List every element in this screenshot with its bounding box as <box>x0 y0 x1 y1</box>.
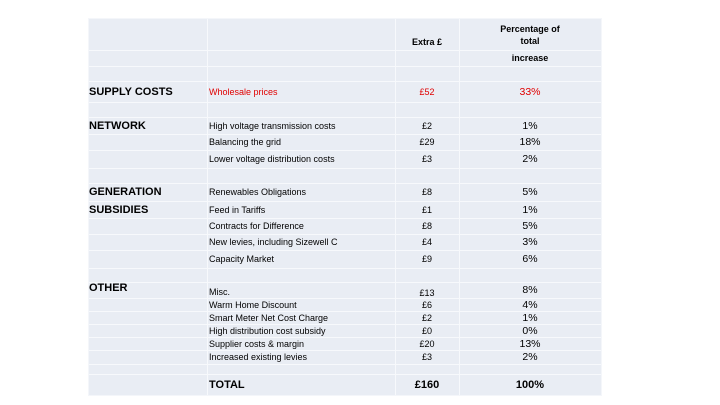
row-pct-existing: 2% <box>522 351 538 363</box>
row-extra-balancing: £29 <box>419 137 435 147</box>
row-extra-highdist: £0 <box>421 325 432 336</box>
row-extra-existing: £3 <box>421 352 432 362</box>
table-row <box>89 201 601 219</box>
spacer-row <box>89 268 601 283</box>
row-item-lv: Lower voltage distribution costs <box>209 154 335 164</box>
table-row <box>89 234 601 251</box>
cost-breakdown-table <box>88 18 602 396</box>
row-item-cfd: Contracts for Difference <box>209 221 304 231</box>
row-extra-misc: £13 <box>419 288 435 298</box>
extra-column-header: Extra £ <box>411 36 443 47</box>
table-row <box>89 183 601 202</box>
row-item-misc: Misc. <box>209 287 230 297</box>
row-item-renewables: Renewables Obligations <box>209 187 307 197</box>
row-item-highdist: High distribution cost subsidy <box>209 325 326 336</box>
row-item-levies: New levies, including Sizewell C <box>209 237 338 247</box>
row-item-warm: Warm Home Discount <box>209 299 297 310</box>
table-row <box>89 218 601 235</box>
row-pct-balancing: 18% <box>519 136 541 148</box>
row-pct-levies: 3% <box>522 236 538 248</box>
section-generation: GENERATION <box>89 186 162 198</box>
row-extra-hv: £2 <box>421 120 432 131</box>
row-extra-levies: £4 <box>421 237 432 247</box>
row-pct-lv: 2% <box>522 153 538 165</box>
total-row <box>89 374 601 395</box>
row-extra-fit: £1 <box>421 204 432 215</box>
row-pct-fit: 1% <box>522 203 538 216</box>
row-pct-cfd: 5% <box>522 220 538 232</box>
section-network: NETWORK <box>89 119 146 132</box>
row-extra-wholesale: £52 <box>419 86 435 97</box>
pct-header-line1: Percentage of <box>500 23 560 34</box>
section-subsidies: SUBSIDIES <box>89 203 149 216</box>
row-pct-capacity: 6% <box>522 253 538 265</box>
table-row <box>89 81 601 103</box>
row-pct-wholesale: 33% <box>519 85 541 98</box>
table-row <box>89 282 601 299</box>
row-extra-capacity: £9 <box>421 254 432 264</box>
total-label: TOTAL <box>209 378 245 391</box>
spacer-row <box>89 168 601 184</box>
row-item-wholesale: Wholesale prices <box>209 86 278 97</box>
spacer-row <box>89 102 601 118</box>
row-extra-smart: £2 <box>421 312 432 323</box>
section-supply-costs: SUPPLY COSTS <box>89 85 173 98</box>
table-row <box>89 134 601 151</box>
table-row <box>89 324 601 338</box>
table-row <box>89 350 601 365</box>
row-item-supplier: Supplier costs & margin <box>209 338 305 349</box>
row-item-fit: Feed in Tariffs <box>209 204 266 215</box>
percentage-column-header <box>459 19 601 50</box>
row-pct-supplier: 13% <box>519 337 541 350</box>
row-item-existing: Increased existing levies <box>209 352 308 362</box>
row-extra-lv: £3 <box>421 154 432 164</box>
row-pct-smart: 1% <box>522 311 538 324</box>
row-pct-hv: 1% <box>522 119 538 132</box>
table-row <box>89 311 601 325</box>
pct-header-line3: increase <box>511 53 549 63</box>
table-row <box>89 337 601 351</box>
row-item-balancing: Balancing the grid <box>209 137 282 147</box>
table-row <box>89 150 601 169</box>
row-item-capacity: Capacity Market <box>209 254 275 264</box>
row-pct-warm: 4% <box>522 298 538 311</box>
table-row <box>89 298 601 312</box>
header-row <box>89 19 601 51</box>
row-pct-misc: 8% <box>522 284 538 296</box>
header-row-2 <box>89 50 601 67</box>
table-row <box>89 117 601 135</box>
row-extra-warm: £6 <box>421 299 432 310</box>
spacer-row <box>89 66 601 82</box>
table-row <box>89 250 601 269</box>
total-pct: 100% <box>515 378 545 391</box>
row-extra-cfd: £8 <box>421 221 432 231</box>
pct-header-line2: total <box>520 35 540 46</box>
row-pct-renewables: 5% <box>522 186 538 198</box>
section-other: OTHER <box>89 282 128 294</box>
row-item-hv: High voltage transmission costs <box>209 120 336 131</box>
row-extra-supplier: £20 <box>419 338 435 349</box>
row-pct-highdist: 0% <box>522 324 538 337</box>
total-extra: £160 <box>414 378 440 391</box>
row-extra-renewables: £8 <box>421 187 432 197</box>
row-item-smart: Smart Meter Net Cost Charge <box>209 312 329 323</box>
